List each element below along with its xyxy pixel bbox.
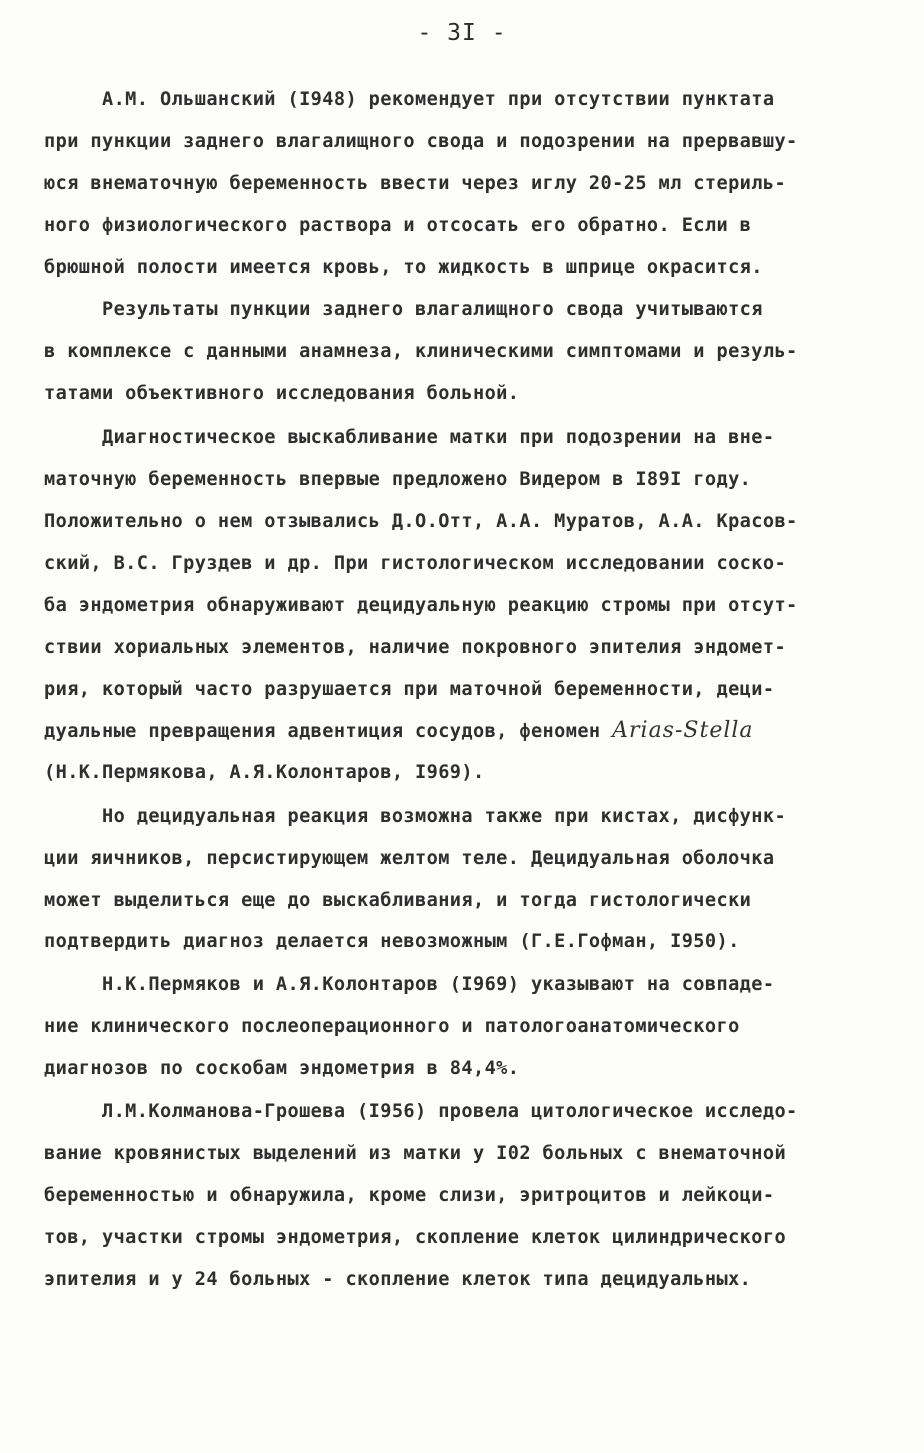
text-line-with-handwriting [44,717,754,746]
text-line: при пункции заднего влагалищного свода и подозрении на прервавшу- [44,131,798,152]
text-line: Л.М.Колманова-Грошева (I956) провела цитологическое исследо- [44,1101,798,1122]
text-line: брюшной полости имеется кровь, то жидкость в шприце окрасится. [44,257,763,278]
text-line: Но децидуальная реакция возможна также при кистах, дисфунк- [44,806,787,827]
text-line: ние клинического послеоперационного и патологоанатомического [44,1016,740,1037]
text-line: диагнозов по соскобам эндометрия в 84,4%. [44,1058,520,1079]
text-line: вание кровянистых выделений из матки у I02 больных с внематочной [44,1143,787,1164]
text-line: юся внематочную беременность ввести через иглу 20-25 мл стериль- [44,173,787,194]
text-line: в комплексе с данными анамнеза, клиническими симптомами и резуль- [44,341,798,362]
text-line: ции яичников, персистирующем желтом теле. Децидуальная оболочка [44,848,775,869]
text-line: ский, В.С. Груздев и др. При гистологическом исследовании соско- [44,553,787,574]
text-line: (Н.К.Пермякова, А.Я.Колонтаров, I969). [44,762,485,783]
text-line: может выделиться еще до выскабливания, и тогда гистологически [44,890,752,911]
text-line: маточную беременность впервые предложено Видером в I89I году. [44,469,752,490]
text-line: рия, который часто разрушается при маточной беременности, деци- [44,679,775,700]
text-line: Диагностическое выскабливание матки при подозрении на вне- [44,427,775,448]
text-line: Н.К.Пермяков и А.Я.Колонтаров (I969) указывают на совпаде- [44,974,775,995]
text-segment: дуальные превращения адвентиция сосудов, феномен [44,721,613,742]
text-line: ного физиологического раствора и отсосать его обратно. Если в [44,215,752,236]
text-line: татами объективного исследования больной. [44,383,520,404]
page-number: - 3I - [417,20,507,46]
text-line: Положительно о нем отзывались Д.О.Отт, А.А. Муратов, А.А. Красов- [44,511,798,532]
text-line: эпителия и у 24 больных - скопление клеток типа децидуальных. [44,1269,752,1290]
text-line: Результаты пункции заднего влагалищного свода учитываются [44,299,763,320]
handwritten-term: Arias-Stella [612,718,754,743]
text-line: ствии хориальных элементов, наличие покровного эпителия эндомет- [44,637,787,658]
text-line: беременностью и обнаружила, кроме слизи, эритроцитов и лейкоци- [44,1185,775,1206]
text-line: подтвердить диагноз делается невозможным (Г.Е.Гофман, I950). [44,931,740,952]
text-line: тов, участки стромы эндометрия, скопление клеток цилиндрического [44,1227,787,1248]
text-line: А.М. Ольшанский (I948) рекомендует при отсутствии пунктата [44,89,775,110]
text-line: ба эндометрия обнаруживают децидуальную реакцию стромы при отсут- [44,595,798,616]
